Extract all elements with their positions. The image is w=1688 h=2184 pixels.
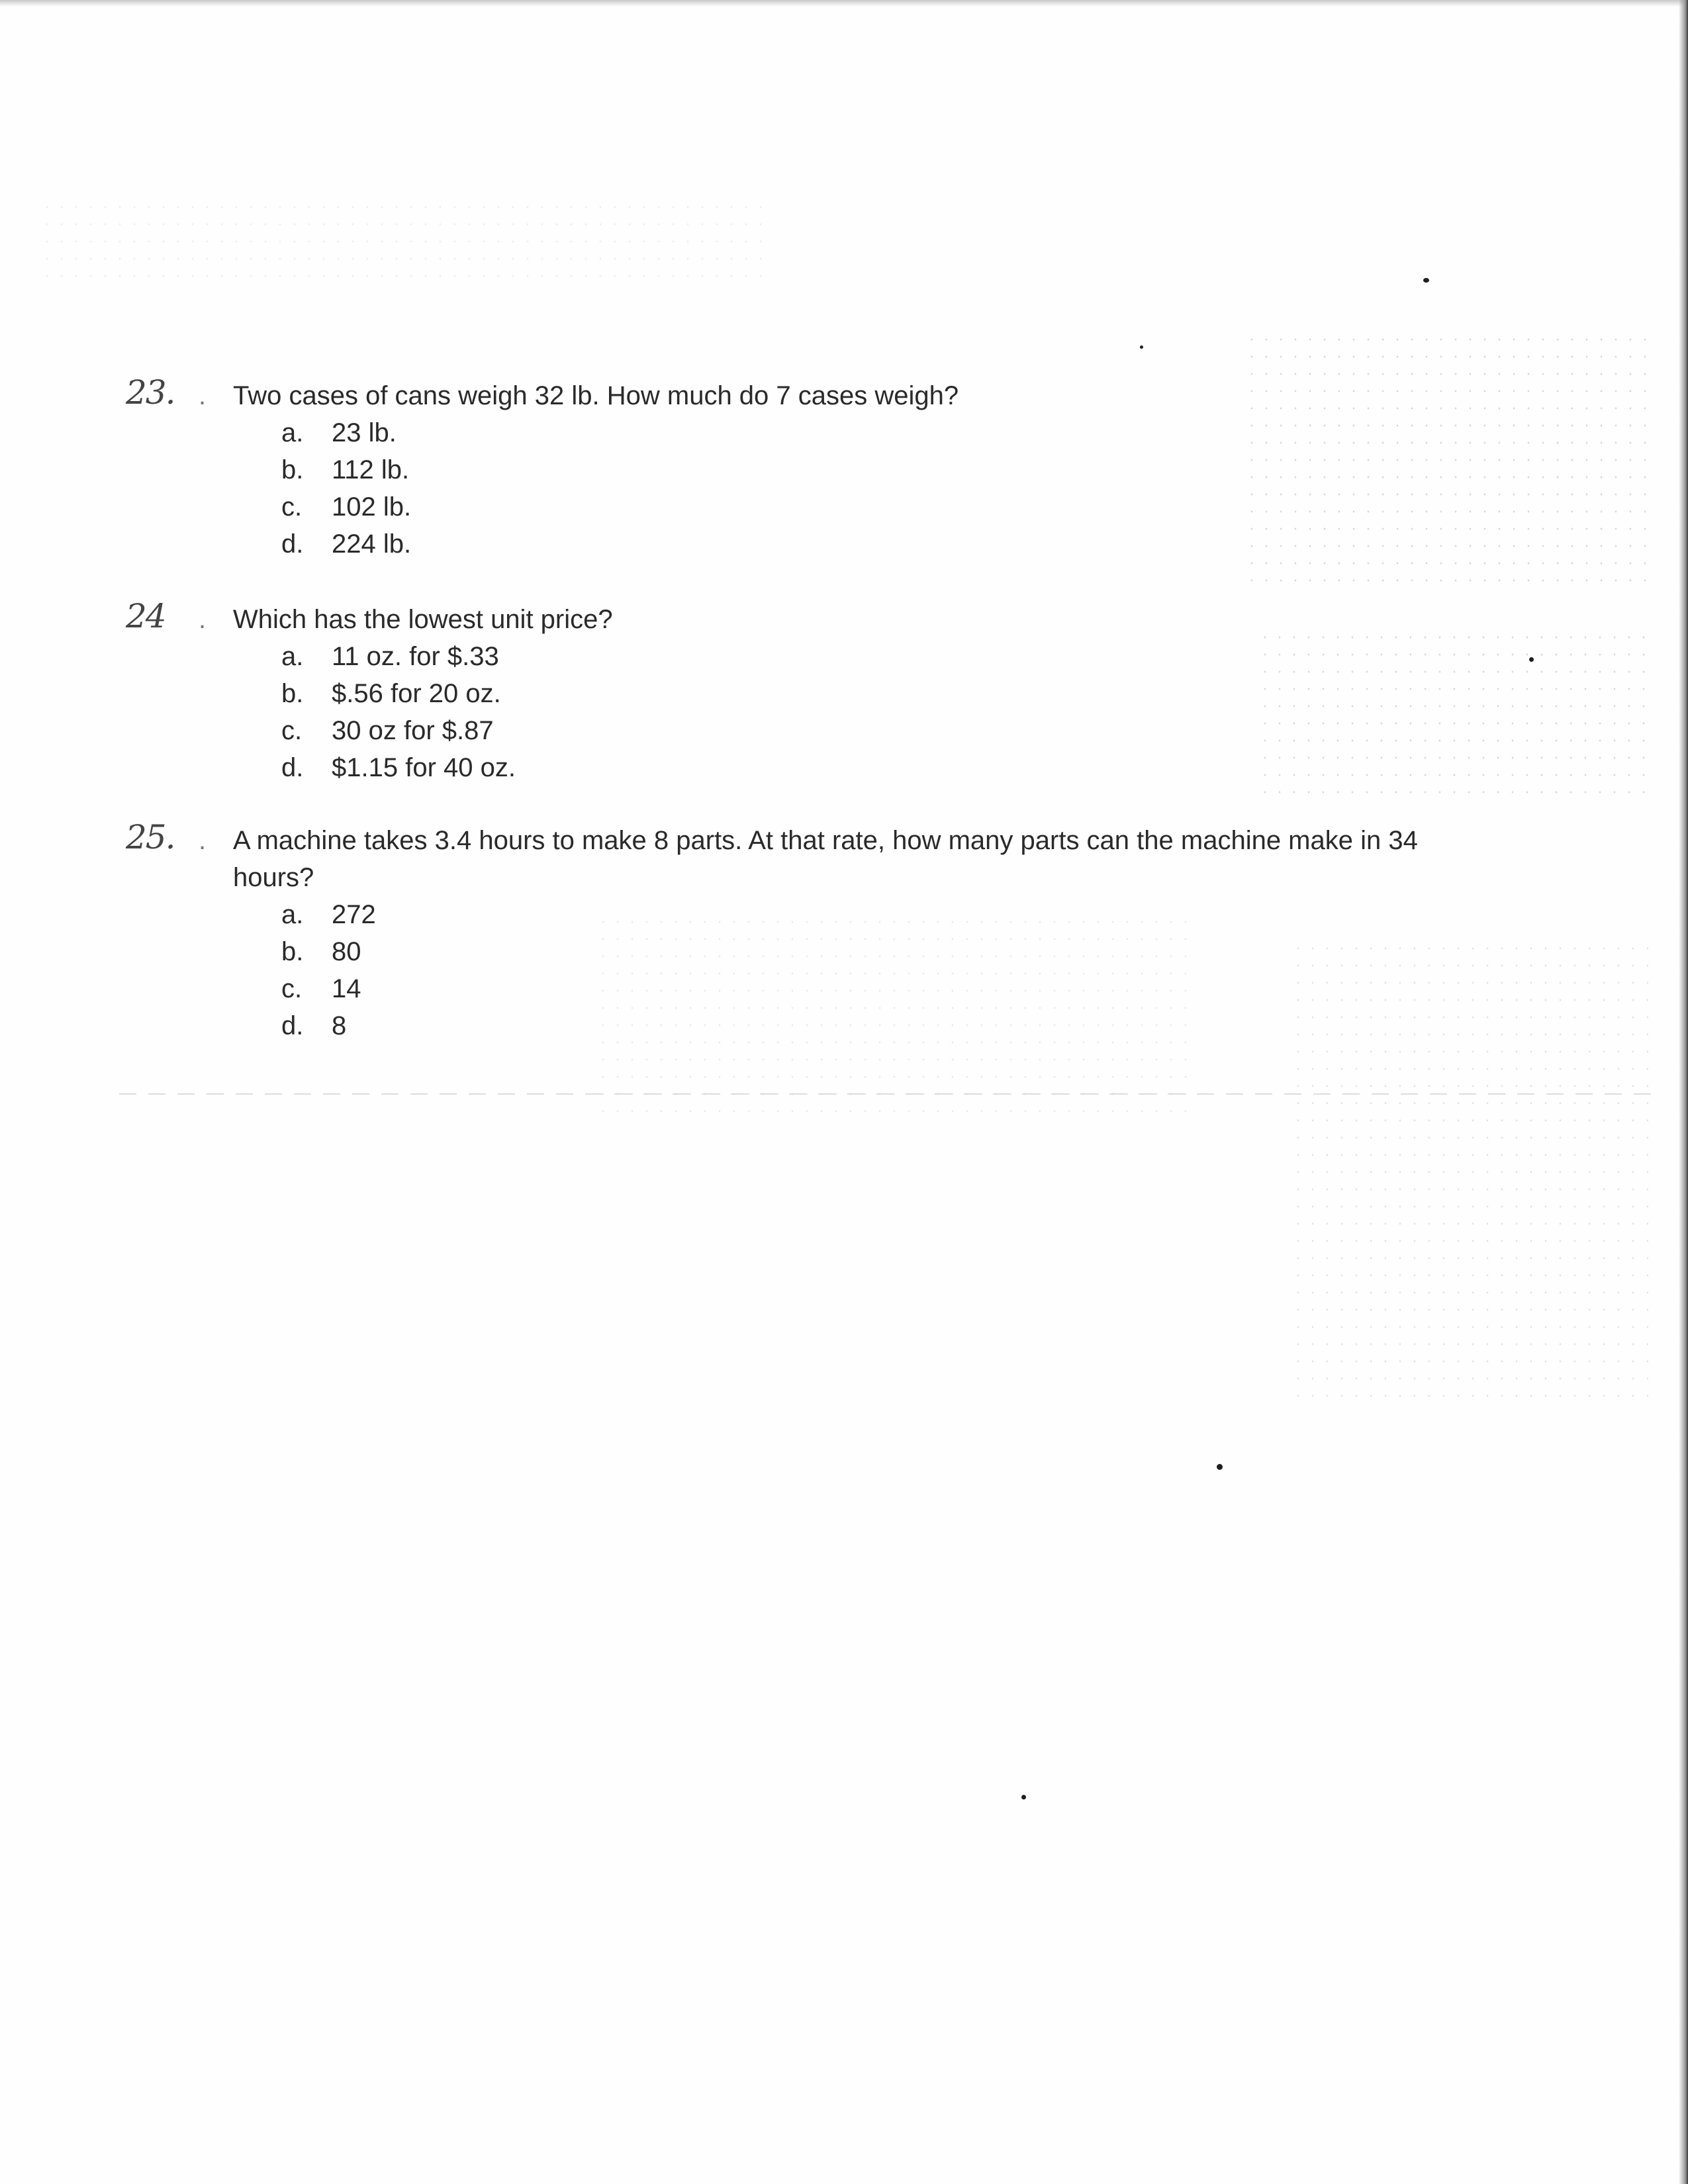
choice-letter: a. — [281, 900, 304, 929]
choice-letter: a. — [281, 642, 304, 671]
speck — [1217, 1464, 1223, 1470]
question-stem: Two cases of cans weigh 32 lb. How much do 7 cases weigh? — [233, 381, 959, 410]
choice-b — [281, 451, 411, 488]
choice-a — [281, 896, 376, 933]
scan-top-edge — [0, 0, 1688, 7]
answer-choices — [281, 638, 516, 786]
speck — [1140, 345, 1143, 349]
choice-text: 224 lb. — [332, 529, 412, 559]
question-stem: A machine takes 3.4 hours to make 8 parts. At that rate, how many parts can the machine make in 34 hours? — [233, 826, 1418, 892]
question-number: 24 — [126, 597, 165, 635]
question-stem: Which has the lowest unit price? — [233, 605, 613, 634]
choice-b — [281, 675, 516, 712]
scan-line — [119, 1093, 1655, 1095]
scan-right-edge — [1679, 0, 1688, 2184]
choice-c — [281, 712, 516, 749]
scan-noise — [1291, 940, 1648, 1403]
choice-text: 80 — [332, 937, 361, 966]
choice-letter: c. — [281, 974, 303, 1003]
question-number: 23. — [126, 373, 175, 412]
choice-c — [281, 970, 376, 1007]
choice-text: 14 — [332, 974, 361, 1003]
choice-d — [281, 749, 516, 786]
choice-text: $1.15 for 40 oz. — [332, 753, 516, 782]
choice-letter: d. — [281, 1011, 304, 1040]
choice-text: $.56 for 20 oz. — [332, 679, 501, 708]
number-dot: . — [199, 381, 207, 410]
speck — [1021, 1795, 1026, 1799]
choice-a — [281, 638, 516, 675]
choice-letter: d. — [281, 753, 304, 782]
choice-b — [281, 933, 376, 970]
answer-choices — [281, 896, 376, 1044]
choice-text: 272 — [332, 900, 376, 929]
choice-text: 8 — [332, 1011, 347, 1040]
speck — [1423, 278, 1429, 283]
choice-text: 23 lb. — [332, 418, 397, 447]
choice-d — [281, 525, 411, 563]
number-dot: . — [199, 605, 207, 634]
choice-letter: b. — [281, 455, 304, 484]
choice-text: 11 oz. for $.33 — [332, 642, 499, 671]
choice-letter: d. — [281, 529, 304, 559]
scan-noise — [1244, 331, 1655, 582]
choice-letter: b. — [281, 937, 304, 966]
choice-letter: a. — [281, 418, 304, 447]
speck — [1529, 657, 1534, 662]
answer-choices — [281, 414, 411, 563]
choice-text: 30 oz for $.87 — [332, 716, 494, 745]
choice-letter: c. — [281, 492, 303, 522]
question-number: 25. — [126, 818, 175, 856]
choice-letter: b. — [281, 679, 304, 708]
choice-a — [281, 414, 411, 451]
choice-d — [281, 1007, 376, 1044]
number-dot: . — [199, 826, 207, 855]
scan-noise — [1258, 629, 1655, 801]
scan-noise — [40, 199, 768, 278]
choice-c — [281, 488, 411, 525]
choice-text: 112 lb. — [332, 455, 410, 484]
choice-letter: c. — [281, 716, 303, 745]
choice-text: 102 lb. — [332, 492, 412, 522]
